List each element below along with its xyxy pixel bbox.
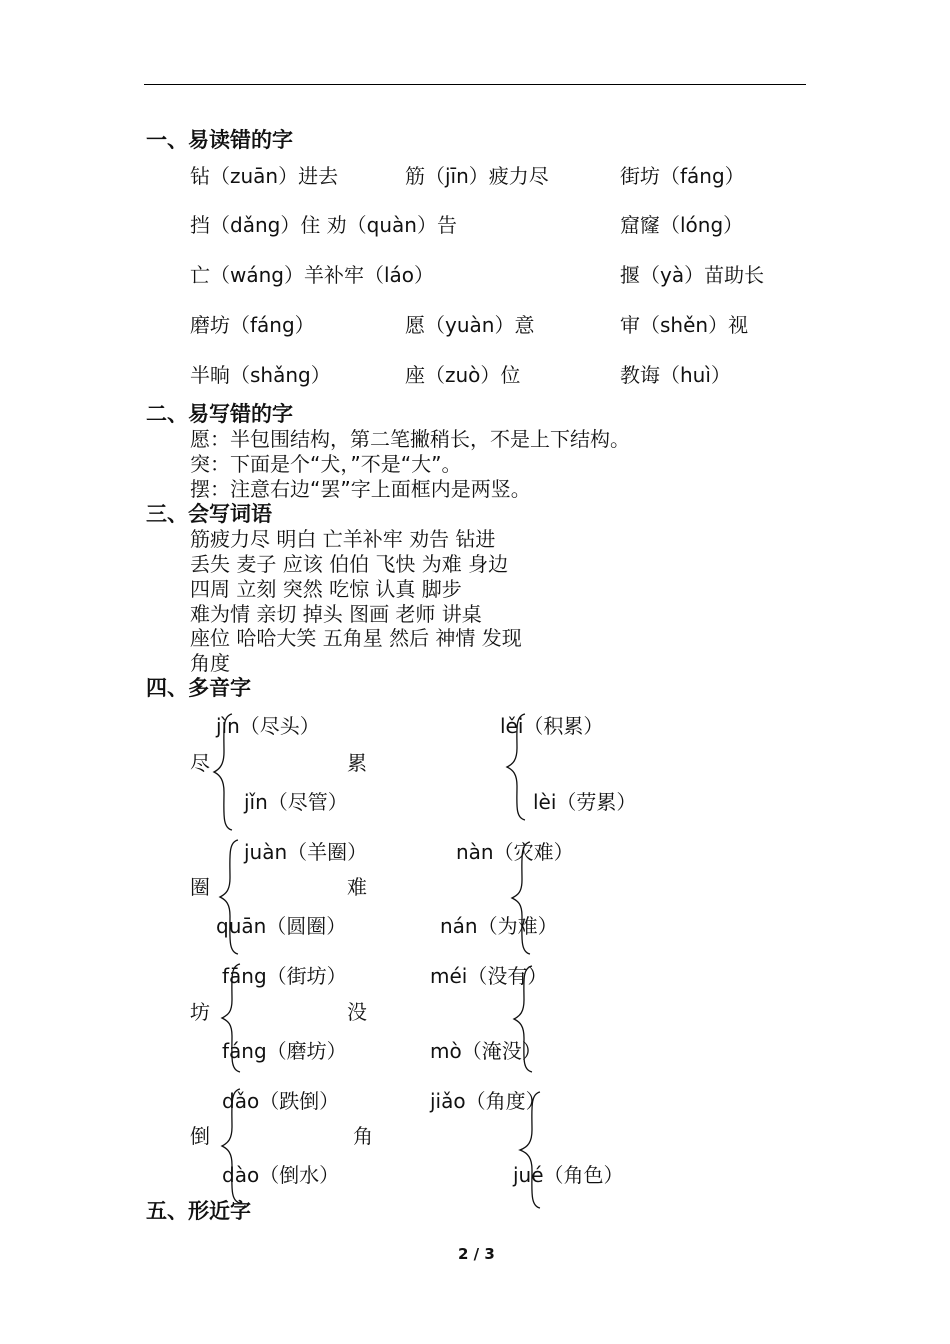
header-rule (144, 84, 806, 85)
reading-top: fāng（街坊） (222, 964, 347, 988)
word-cell: 审（shěn）视 (620, 313, 749, 337)
vocab-line: 座位 哈哈大笑 五角星 然后 神情 发现 (190, 626, 522, 650)
reading-bottom: jǐn（尽管） (244, 790, 348, 814)
page-number: 2 / 3 (458, 1245, 495, 1263)
reading-bottom: lèi（劳累） (533, 790, 637, 814)
word-cell: 钻（zuān）进去 (190, 164, 339, 188)
polyphone-char: 倒 (190, 1124, 210, 1148)
vocab-line: 难为情 亲切 掉头 图画 老师 讲桌 (190, 602, 482, 626)
vocab-line: 筋疲力尽 明白 亡羊补牢 劝告 钻进 (190, 527, 496, 551)
section-5-heading: 五、形近字 (146, 1199, 251, 1223)
polyphone-char: 难 (347, 875, 367, 899)
reading-top: lěi（积累） (500, 714, 604, 738)
word-cell: 街坊（fáng） (620, 164, 745, 188)
word-cell: 愿（yuàn）意 (405, 313, 535, 337)
reading-top: juàn（羊圈） (244, 840, 368, 864)
word-cell: 筋（jīn）疲力尽 (405, 164, 549, 188)
reading-bottom: fáng（磨坊） (222, 1039, 347, 1063)
reading-top: nàn（灾难） (456, 840, 574, 864)
brace-icon (505, 712, 529, 822)
vocab-line: 角度 (190, 651, 230, 675)
word-cell: 窟窿（lóng） (620, 213, 744, 237)
vocab-line: 丢失 麦子 应该 伯伯 飞快 为难 身边 (190, 552, 509, 576)
reading-bottom: quān（圆圈） (216, 914, 347, 938)
section-1-heading: 一、易读错的字 (146, 128, 293, 152)
note-line: 愿：半包围结构，第二笔撇稍长，不是上下结构。 (190, 427, 630, 451)
polyphone-char: 角 (353, 1124, 373, 1148)
word-cell: 亡（wáng）羊补牢（láo） (190, 263, 435, 287)
reading-top: méi（没有） (430, 964, 548, 988)
word-cell: 教诲（huì） (620, 363, 731, 387)
section-4-heading: 四、多音字 (146, 676, 251, 700)
brace-icon (212, 712, 236, 832)
brace-icon (218, 838, 242, 956)
note-line: 突：下面是个“犬，”不是“大”。 (190, 452, 462, 476)
brace-icon (510, 840, 534, 956)
note-line: 摆：注意右边“罢”字上面框内是两竖。 (190, 477, 531, 501)
word-cell: 半晌（shǎng） (190, 363, 331, 387)
polyphone-char: 圈 (190, 875, 210, 899)
brace-icon (518, 1090, 544, 1210)
word-cell: 磨坊（fáng） (190, 313, 315, 337)
brace-icon (220, 1087, 244, 1205)
reading-bottom: nán（为难） (440, 914, 558, 938)
brace-icon (220, 962, 244, 1074)
reading-bottom: jué（角色） (513, 1163, 624, 1187)
reading-top: jìn（尽头） (216, 714, 320, 738)
reading-top: dǎo（跌倒） (222, 1089, 340, 1113)
brace-icon (512, 964, 536, 1074)
vocab-line: 四周 立刻 突然 吃惊 认真 脚步 (190, 577, 462, 601)
section-2-heading: 二、易写错的字 (146, 402, 293, 426)
word-cell: 挡（dǎng）住 劝（quàn）告 (190, 213, 457, 237)
reading-top: jiǎo（角度） (430, 1089, 546, 1113)
word-cell: 揠（yà）苗助长 (620, 263, 765, 287)
polyphone-char: 尽 (190, 751, 210, 775)
reading-bottom: dào（倒水） (222, 1163, 340, 1187)
word-cell: 座（zuò）位 (405, 363, 521, 387)
polyphone-char: 没 (347, 1000, 367, 1024)
reading-bottom: mò（淹没） (430, 1039, 542, 1063)
section-3-heading: 三、会写词语 (146, 502, 272, 526)
polyphone-char: 坊 (190, 1000, 210, 1024)
polyphone-char: 累 (347, 751, 367, 775)
